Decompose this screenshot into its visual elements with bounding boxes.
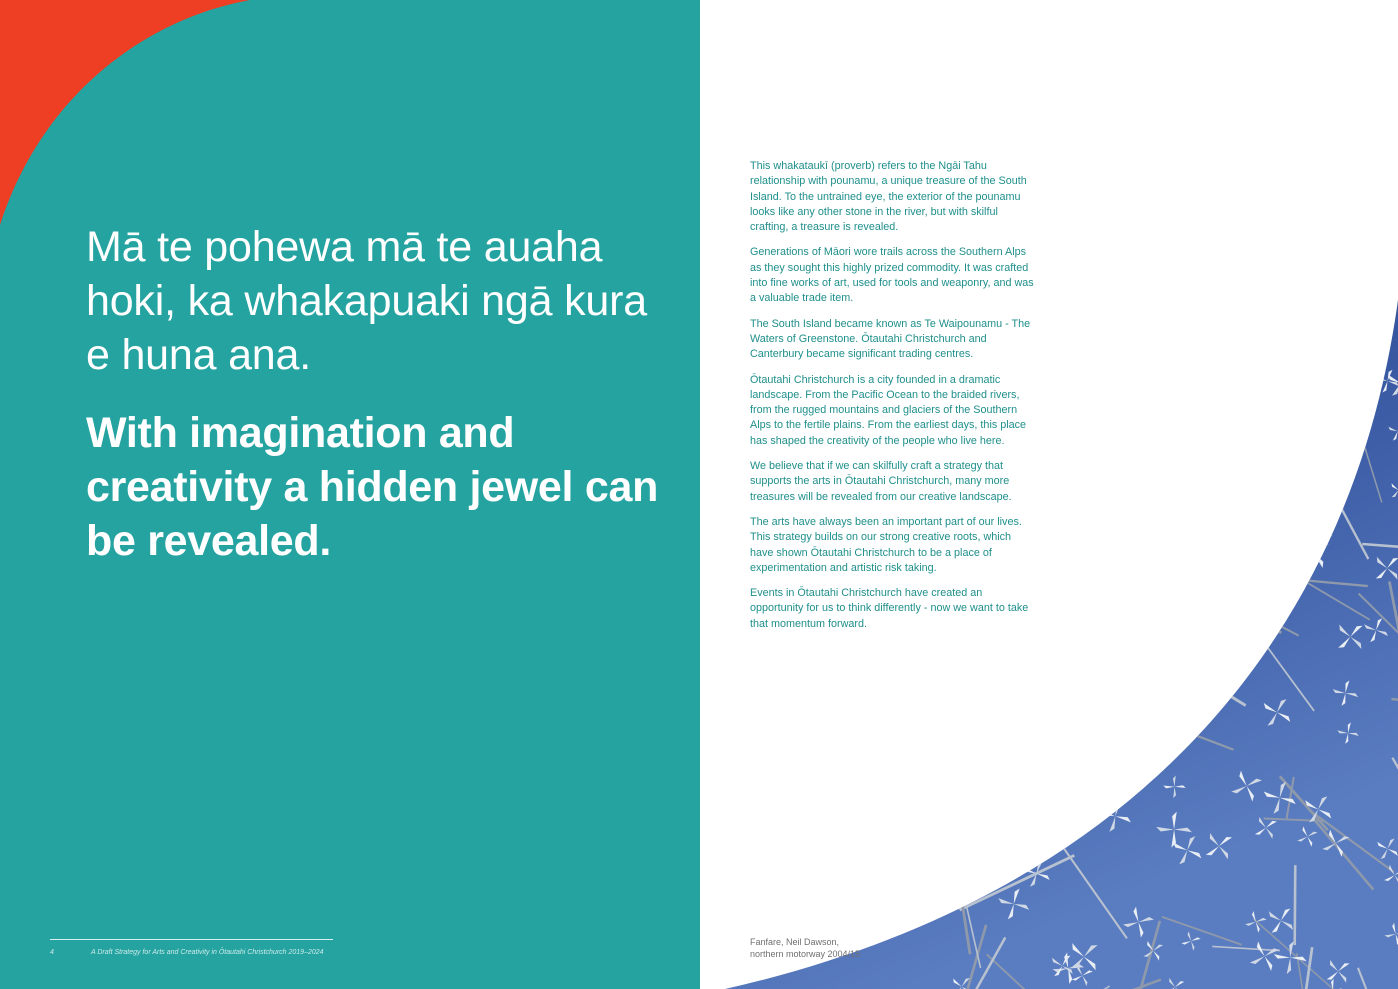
body-copy <box>750 159 1035 642</box>
caption-line: northern motorway 2004/15 <box>750 949 861 959</box>
paragraph: This whakataukī (proverb) refers to the Ngāi Tahu relationship with pounamu, a unique treasure of the South Island. To the untrained eye, the exterior of the pounamu looks like any other stone in the river, but with skilful crafting, a treasure is revealed. <box>750 160 1027 234</box>
right-page <box>700 0 1398 989</box>
red-corner-accent <box>0 0 260 230</box>
paragraph: Generations of Māori wore trails across the Southern Alps as they sought this highly prized commodity. It was crafted into fine works of art, used for tools and weaponry, and was a valuable trade item. <box>750 246 1034 305</box>
paragraph: Events in Ōtautahi Christchurch have created an opportunity for us to think differently - now we want to take that momentum forward. <box>750 587 1029 630</box>
paragraph: We believe that if we can skilfully craft a strategy that supports the arts in Ōtautahi Christchurch, many more treasures will be revealed from our creative landscape. <box>750 460 1012 503</box>
caption-line: Fanfare, Neil Dawson, <box>750 937 840 947</box>
proverb-maori: Mā te pohewa mā te auaha hoki, ka whakapuaki ngā kura e huna ana. <box>86 223 647 379</box>
paragraph: Ōtautahi Christchurch is a city founded in a dramatic landscape. From the Pacific Ocean to the braided rivers, from the rugged mountains and glaciers of the Southern Alps to the fertile plains. From the earliest days, this place has shaped the creativity of the people who live here. <box>750 373 1027 447</box>
page-number: 4 <box>50 949 54 956</box>
footer-divider <box>50 939 333 940</box>
proverb-english: With imagination and creativity a hidden jewel can be revealed. <box>86 409 659 565</box>
paragraph: The South Island became known as Te Waipounamu - The Waters of Greenstone. Ōtautahi Christchurch and Canterbury became significant trading centres. <box>750 317 1031 361</box>
paragraph: The arts have always been an important part of our lives. This strategy builds on our strong creative roots, which have shown Ōtautahi Christchurch to be a place of experimentation and artistic risk taking. <box>750 515 1022 574</box>
photo-caption <box>750 936 950 960</box>
footer-document-title: A Draft Strategy for Arts and Creativity in Ōtautahi Christchurch 2019–2024 <box>91 949 324 956</box>
